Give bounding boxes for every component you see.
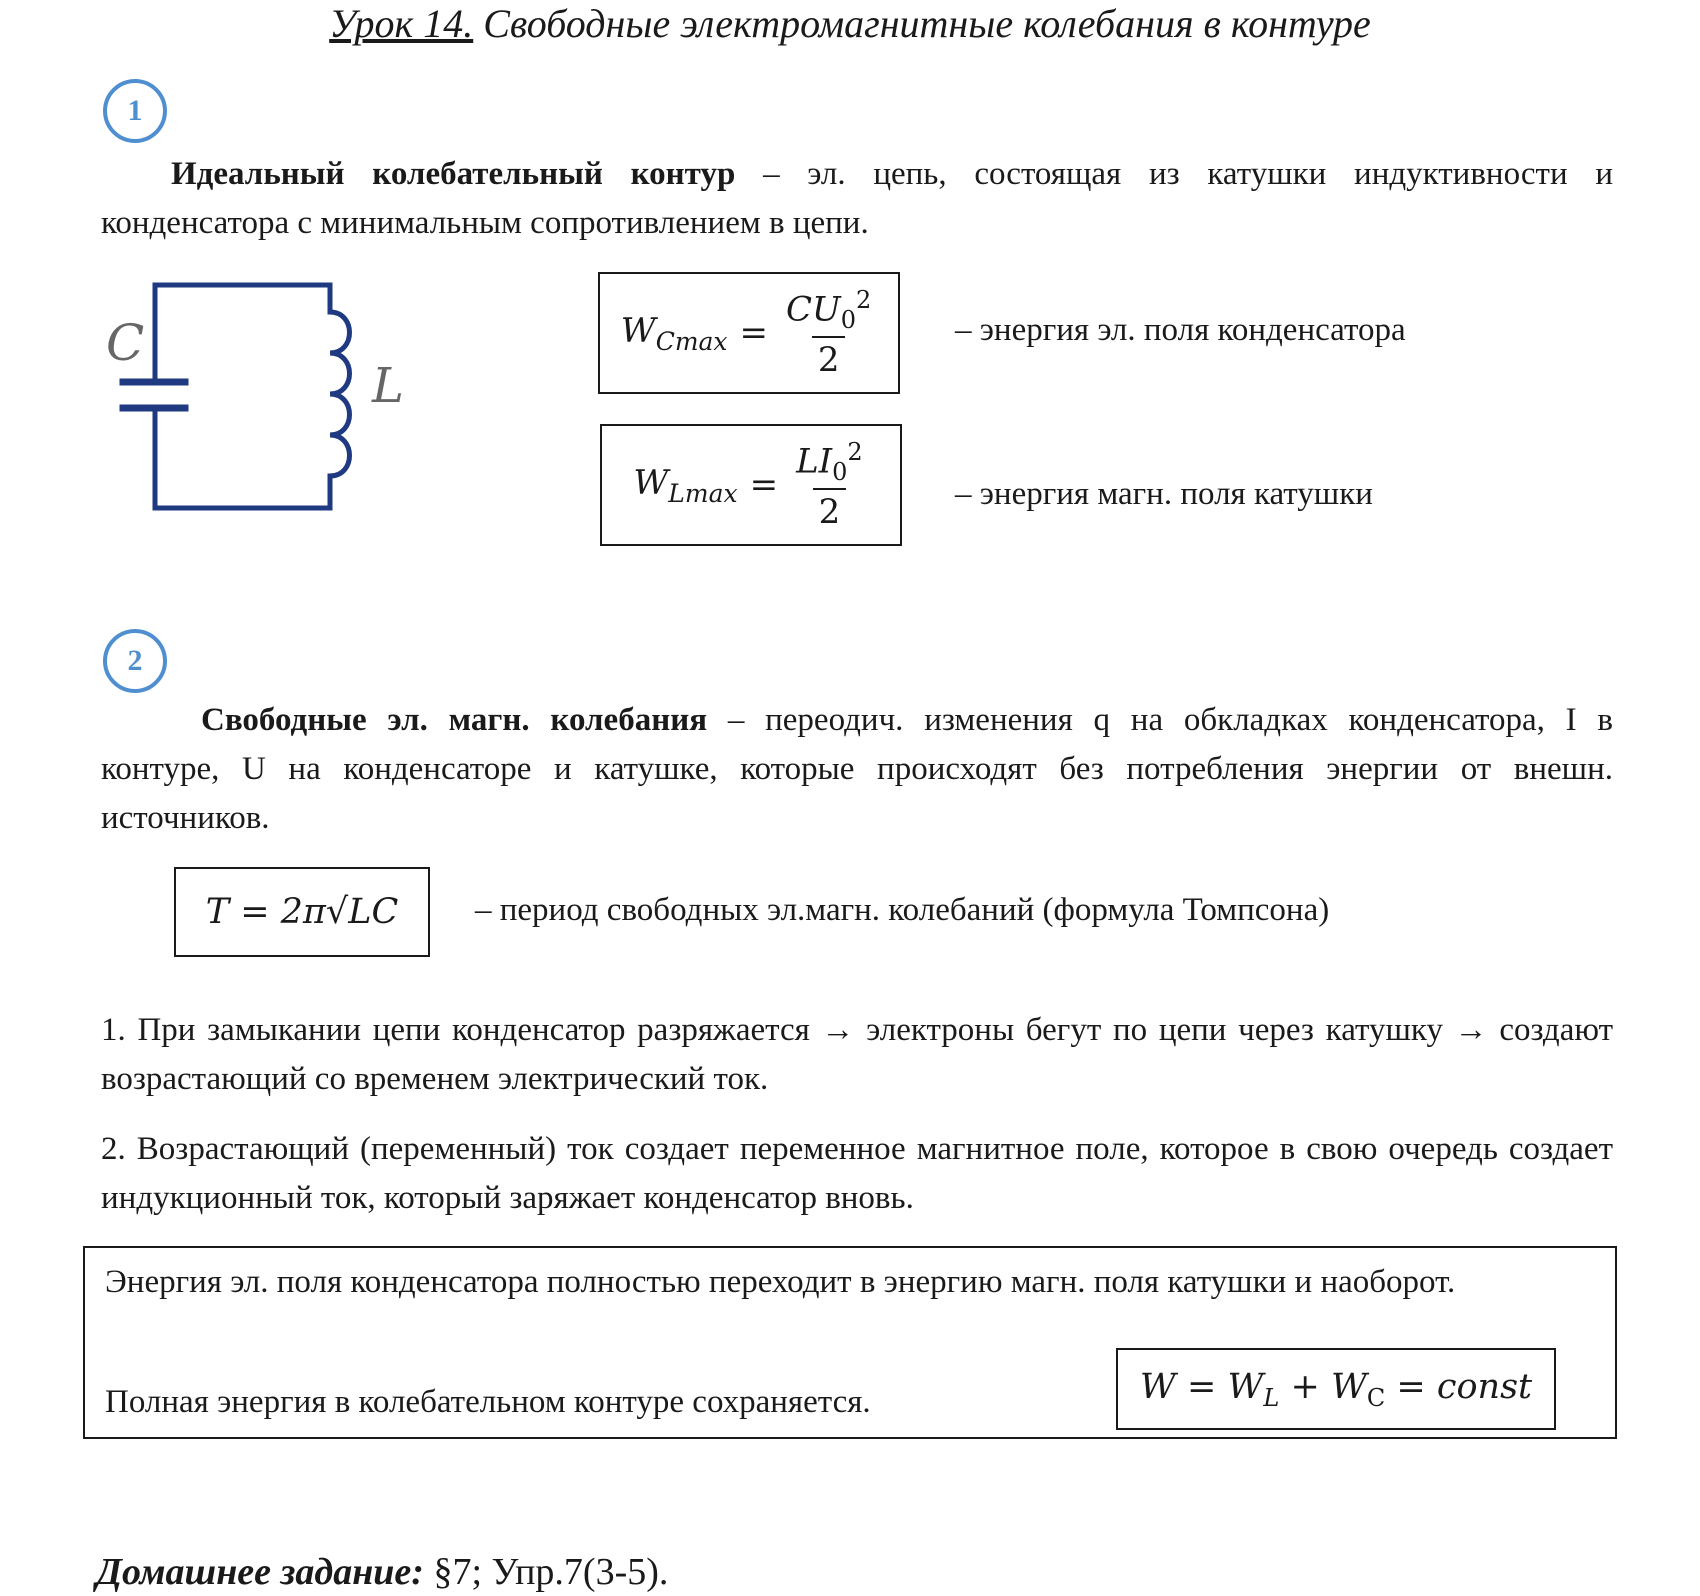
point-1: 1. При замыкании цепи конденсатор разряжается → электроны бегут по цепи через катушку → создают возрастающий со временем электрический ток. [101, 1012, 1613, 1097]
lc-circuit-diagram [100, 270, 420, 530]
formula-l-num-sub: 0 [832, 458, 848, 487]
section-2-badge [103, 629, 167, 693]
inductor-label: L [372, 358, 404, 414]
formula-c-lhs: W [620, 310, 656, 351]
formula-inductor-energy: $W_{Lmax}$ = $\frac{LI_0^2}{2}$ [600, 424, 902, 546]
definition-1 [101, 150, 1613, 248]
thomson-note: – период свободных эл.магн. колебаний (формула Томпсона) [475, 892, 1330, 928]
formula-l-fraction [790, 438, 869, 532]
definition-2 [101, 696, 1613, 843]
formula-l-lhs-sub: Lmax [668, 478, 738, 508]
circuit-wire-top [155, 285, 330, 378]
equals-sign: = [1175, 1366, 1228, 1407]
formula-l-lhs: W [633, 462, 669, 503]
summary-line-2: Полная энергия в колебательном контуре сохраняется. [105, 1384, 871, 1420]
section-2-number: 2 [127, 644, 143, 677]
formula-capacitor-energy: $W_{Cmax}$ = $\frac{CU_0^2}{2}$ [598, 272, 900, 394]
term-ideal-circuit: Идеальный колебательный контур [171, 156, 736, 192]
energy-summary-box [83, 1246, 1617, 1439]
homework [96, 1548, 668, 1596]
section-1-badge [103, 79, 167, 143]
definition-2-text: – переодич. изменения q на обкладках конденсатора, I в контуре, U на конденсаторе и катушке, которые происходят без потребления энергии от внешн. источников. [101, 702, 1613, 836]
thomson-formula: T = 2π√LC [205, 892, 399, 932]
energy-conservation-formula [1116, 1348, 1556, 1430]
formula-c-den: 2 [812, 336, 846, 380]
formula-c-num-sub: 0 [840, 306, 856, 335]
circuit-wire-bottom [155, 410, 330, 508]
capacitor-label: C [106, 314, 145, 372]
formula-l-den: 2 [813, 488, 847, 532]
magnetic-energy-symbol: W [1227, 1366, 1264, 1407]
formula-c-fraction [780, 286, 877, 380]
formula-l-num: LI [796, 441, 833, 482]
inductor-coil [330, 312, 350, 476]
formula-c-num-sup: 2 [855, 285, 872, 314]
summary-line-1: Энергия эл. поля конденсатора полностью переходит в энергию магн. поля катушки и наоборот. [105, 1264, 1456, 1300]
point-2: 2. Возрастающий (переменный) ток создает переменное магнитное поле, которое в свою очередь создает индукционный ток, который заряжает конденсатор вновь. [101, 1131, 1613, 1216]
formula-c-note: – энергия эл. поля конденсатора [955, 312, 1406, 348]
page-title [0, 0, 1700, 48]
section-1-number: 1 [127, 94, 143, 127]
formula-l-num-sup: 2 [847, 437, 863, 466]
thomson-formula-box [174, 867, 430, 957]
electric-energy-symbol: W [1330, 1366, 1367, 1407]
lesson-topic: Свободные электромагнитные колебания в контуре [473, 1, 1371, 46]
total-energy-symbol: W [1139, 1366, 1176, 1407]
const-term: = const [1385, 1366, 1533, 1407]
homework-label: Домашнее задание: [96, 1551, 424, 1593]
formula-c-lhs-sub: Cmax [655, 326, 728, 356]
lesson-number: Урок 14. [329, 1, 474, 46]
definition-1-text: – эл. цепь, состоящая из катушки индуктивности и конденсатора с минимальным сопротивлением в цепи. [101, 156, 1614, 241]
electric-energy-sub: C [1366, 1383, 1386, 1412]
magnetic-energy-sub: L [1263, 1383, 1280, 1412]
homework-text: §7; Упр.7(3-5). [423, 1551, 669, 1593]
term-free-oscillations: Свободные эл. магн. колебания [201, 702, 708, 738]
plus-sign: + [1279, 1366, 1331, 1407]
formula-l-note: – энергия магн. поля катушки [955, 476, 1373, 512]
formula-c-num: CU [786, 289, 841, 330]
